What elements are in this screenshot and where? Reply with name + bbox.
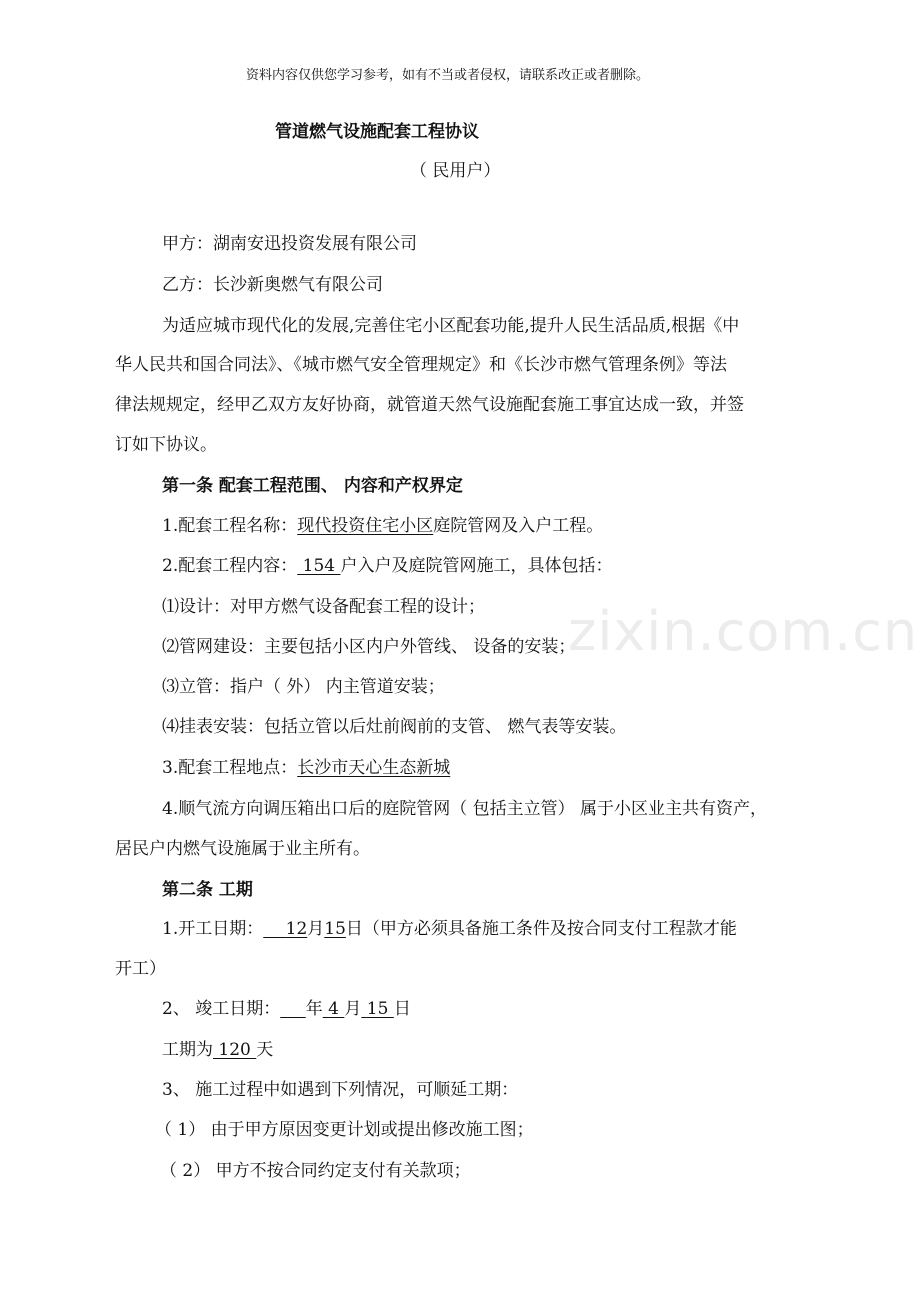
party-b-name: 长沙新奥燃气有限公司 (213, 275, 383, 295)
start-day: 15 (324, 919, 346, 939)
project-name: 现代投资住宅小区 (297, 516, 434, 536)
item-suffix: 户入户及庭院管网施工，具体包括： (340, 556, 613, 576)
article-1-item-1 (162, 515, 603, 537)
item-prefix: 工期为 (162, 1040, 213, 1060)
article-1-item-4: 4.顺气流方向调压箱出口后的庭院管网（ 包括主立管） 属于小区业主共有资产， (162, 799, 768, 819)
scope-meter-install: ⑷挂表安装：包括立管以后灶前阀前的支管、 燃气表等安装。 (162, 717, 627, 737)
item-prefix: 2、 竣工日期： (162, 999, 281, 1019)
month-unit: 月 (307, 919, 325, 939)
month-unit: 月 (344, 999, 362, 1019)
end-year (280, 999, 306, 1019)
item-prefix: 1.配套工程名称： (162, 516, 298, 536)
article-1-item-3 (162, 757, 450, 779)
header-note: 资料内容仅供您学习参考，如有不当或者侵权，请联系改正或者删除。 (246, 68, 650, 83)
extension-case-2: （ 2） 甲方不按合同约定支付有关款项； (160, 1161, 471, 1181)
intro-line: 为适应城市现代化的发展,完善住宅小区配套功能,提升人民生活品质,根据《中 (162, 316, 740, 336)
article-1-item-4-cont: 居民户内燃气设施属于业主所有。 (115, 839, 370, 859)
watermark: zixin.com.cn (568, 600, 919, 663)
duration (162, 1039, 273, 1061)
day-unit: 日 (393, 999, 411, 1019)
item-suffix: 庭院管网及入户工程。 (433, 516, 604, 536)
item-prefix: 1.开工日期： (162, 919, 264, 939)
party-a-name: 湖南安迅投资发展有限公司 (213, 234, 417, 254)
party-a-label: 甲方： (162, 234, 213, 254)
document-title: 管道燃气设施配套工程协议 (275, 122, 479, 142)
start-date (162, 918, 737, 940)
article-2-heading: 第二条 工期 (162, 880, 253, 900)
intro-line: 订如下协议。 (115, 435, 217, 455)
party-a (162, 233, 417, 255)
household-count: 154 (297, 556, 341, 576)
duration-days: 120 (218, 1040, 251, 1060)
party-b-label: 乙方： (162, 275, 213, 295)
start-date-cont: 开工） (115, 959, 166, 979)
article-1-heading: 第一条 配套工程范围、 内容和产权界定 (162, 476, 463, 496)
extension-intro: 3、 施工过程中如遇到下列情况，可顺延工期： (162, 1080, 519, 1100)
end-day: 15 (366, 999, 389, 1019)
year-unit: 年 (305, 999, 323, 1019)
day-unit: 天 (256, 1040, 274, 1060)
document-subtitle: （ 民用户） (410, 161, 501, 181)
party-b (162, 274, 383, 296)
start-condition: 日（甲方必须具备施工条件及按合同支付工程款才能 (345, 919, 737, 939)
intro-line: 律法规规定，经甲乙双方友好协商，就管道天然气设施配套施工事宜达成一致，并签 (115, 395, 744, 415)
intro-line: 华人民共和国合同法》、《城市燃气安全管理规定》和《长沙市燃气管理条例》等法 (115, 355, 727, 375)
extension-case-1: （ 1） 由于甲方原因变更计划或提出修改施工图； (155, 1120, 534, 1140)
article-1-item-2 (162, 555, 613, 577)
end-month: 4 (328, 999, 339, 1019)
item-prefix: 3.配套工程地点： (162, 758, 298, 778)
end-date (162, 998, 411, 1020)
project-location: 长沙市天心生态新城 (297, 758, 451, 778)
scope-pipe-network: ⑵管网建设：主要包括小区内户外管线、 设备的安装； (162, 637, 576, 657)
item-prefix: 2.配套工程内容： (162, 556, 298, 576)
start-month: 12 (285, 919, 308, 939)
scope-riser: ⑶立管：指户（ 外） 内主管道安装； (162, 677, 445, 697)
scope-design: ⑴设计：对甲方燃气设备配套工程的设计； (162, 597, 485, 617)
